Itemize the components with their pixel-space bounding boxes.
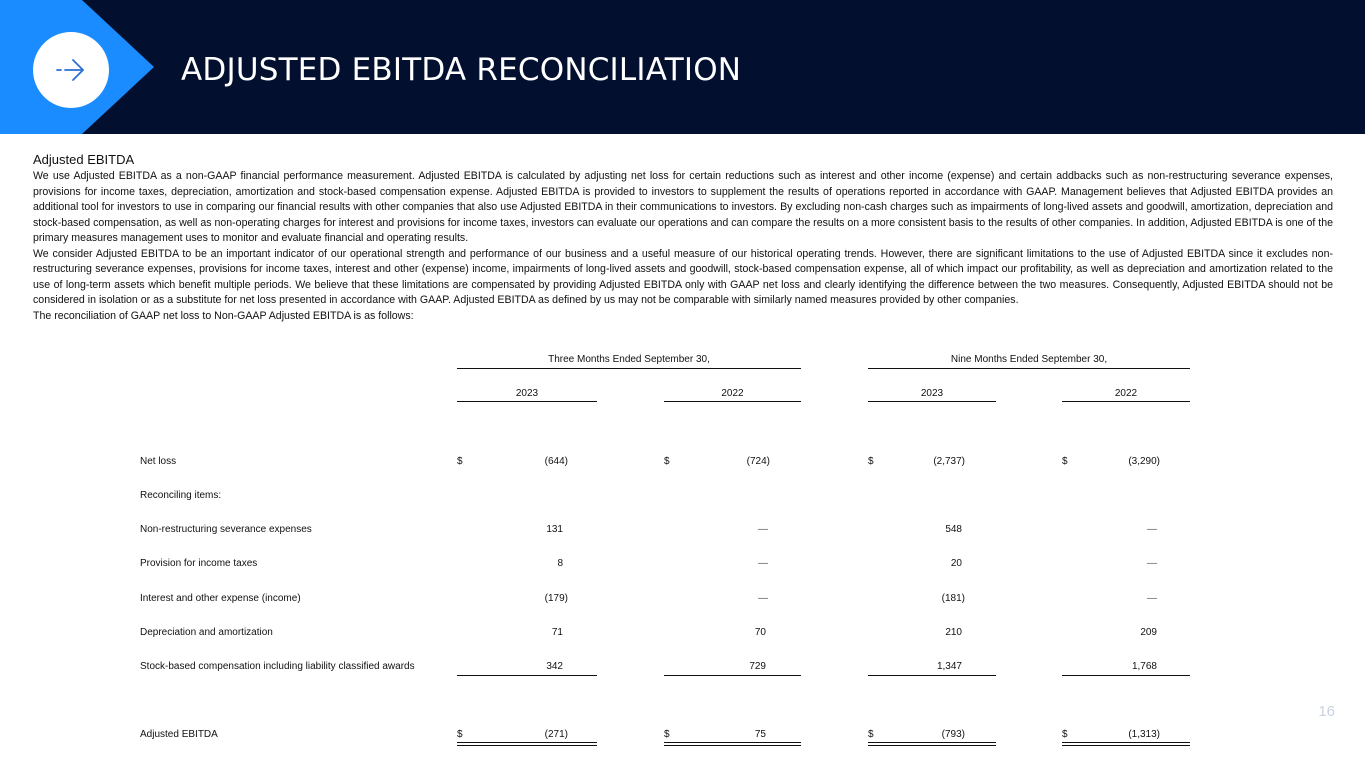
row-label-stock-comp: Stock-based compensation including liability classified awards xyxy=(140,661,415,672)
total-double-rule xyxy=(664,742,801,746)
group-header-three-months: Three Months Ended September 30, xyxy=(548,354,710,365)
cell-value: 342 xyxy=(546,661,563,672)
paragraph-intro-table: The reconciliation of GAAP net loss to Non-GAAP Adjusted EBITDA is as follows: xyxy=(33,309,414,322)
cell-value: (644) xyxy=(544,456,568,467)
year-rule xyxy=(868,401,996,402)
cell-value-dash: — xyxy=(758,593,768,604)
cell-value: (3,290) xyxy=(1128,456,1160,467)
currency-symbol: $ xyxy=(1062,729,1068,740)
year-header: 2023 xyxy=(920,388,944,399)
group-rule-nine-months xyxy=(868,368,1190,369)
cell-value: 8 xyxy=(557,558,563,569)
cell-value: (181) xyxy=(941,593,965,604)
currency-symbol: $ xyxy=(868,456,874,467)
currency-symbol: $ xyxy=(868,729,874,740)
subtotal-rule xyxy=(868,675,996,676)
currency-symbol: $ xyxy=(664,456,670,467)
year-rule xyxy=(664,401,801,402)
cell-value: 75 xyxy=(754,729,766,740)
currency-symbol: $ xyxy=(457,729,463,740)
row-label-depreciation: Depreciation and amortization xyxy=(140,627,273,638)
banner-corner-curve xyxy=(1325,110,1365,134)
year-rule xyxy=(457,401,597,402)
year-header: 2022 xyxy=(1114,388,1138,399)
cell-value: (2,737) xyxy=(933,456,965,467)
cell-value: (724) xyxy=(746,456,770,467)
cell-value: 131 xyxy=(546,524,563,535)
cell-value: 20 xyxy=(950,558,962,569)
explanatory-text xyxy=(33,152,1333,324)
page-number: 16 xyxy=(1318,703,1335,720)
cell-value-dash: — xyxy=(758,524,768,535)
group-rule-three-months xyxy=(457,368,801,369)
cell-value: (793) xyxy=(941,729,965,740)
cell-value: 70 xyxy=(754,627,766,638)
cell-value: (271) xyxy=(544,729,568,740)
cell-value: 729 xyxy=(749,661,766,672)
arrow-right-icon xyxy=(54,57,88,83)
row-label-interest: Interest and other expense (income) xyxy=(140,593,301,604)
row-label-adjusted-ebitda: Adjusted EBITDA xyxy=(140,729,218,740)
cell-value-dash: — xyxy=(758,558,768,569)
row-label-net-loss: Net loss xyxy=(140,456,177,467)
cell-value: 548 xyxy=(945,524,962,535)
section-heading: Adjusted EBITDA xyxy=(33,152,135,167)
paragraph-definition: We use Adjusted EBITDA as a non-GAAP financial performance measurement. Adjusted EBITDA is calculated by adjusting net loss for certain reductions such as interest and other income (expense) and certain addbacks such as non-restructuring severance expenses, provisions for income taxes, depreciation, amortization and stock-based compensation expense. Adjusted EBITDA is provided to investors to supplement the results of operations reported in accordance with GAAP. Management believes that Adjusted EBITDA provides an additional tool for investors to use in comparing our financial results with other companies that also use Adjusted EBITDA in their communications to investors. By excluding non-cash charges such as impairments of long-lived assets and goodwill, amortization, depreciation and stock-based compensation, as well as non-operating charges for interest and provisions for income taxes, investors can evaluate our operations and can compare the results on a more consistent basis to the results of other companies. In addition, Adjusted EBITDA is one of the primary measures management uses to monitor and evaluate financial and operating results. xyxy=(33,170,1333,244)
row-label-income-taxes: Provision for income taxes xyxy=(140,558,258,569)
title-banner xyxy=(0,0,1365,134)
year-header: 2022 xyxy=(721,388,744,399)
row-label-reconciling-items: Reconciling items: xyxy=(140,490,222,501)
cell-value-dash: — xyxy=(1147,558,1157,569)
total-double-rule xyxy=(1062,742,1190,746)
cell-value: 210 xyxy=(945,627,962,638)
row-label-severance: Non-restructuring severance expenses xyxy=(140,524,312,535)
year-header: 2023 xyxy=(515,388,539,399)
subtotal-rule xyxy=(664,675,801,676)
cell-value: (179) xyxy=(544,593,568,604)
cell-value: 71 xyxy=(551,627,563,638)
total-double-rule xyxy=(868,742,996,746)
cell-value: 1,768 xyxy=(1131,661,1157,672)
currency-symbol: $ xyxy=(457,456,463,467)
page-title: ADJUSTED EBITDA RECONCILIATION xyxy=(181,52,742,88)
cell-value: 209 xyxy=(1140,627,1157,638)
subtotal-rule xyxy=(457,675,597,676)
cell-value: 1,347 xyxy=(936,661,962,672)
subtotal-rule xyxy=(1062,675,1190,676)
total-double-rule xyxy=(457,742,597,746)
group-header-nine-months: Nine Months Ended September 30, xyxy=(950,354,1108,365)
currency-symbol: $ xyxy=(1062,456,1068,467)
year-rule xyxy=(1062,401,1190,402)
reconciliation-table xyxy=(0,350,1365,768)
currency-symbol: $ xyxy=(664,729,670,740)
arrow-badge xyxy=(33,32,109,108)
cell-value-dash: — xyxy=(1147,593,1157,604)
cell-value: (1,313) xyxy=(1128,729,1160,740)
paragraph-limitations: We consider Adjusted EBITDA to be an important indicator of our operational strength and performance of our business and a useful measure of our historical operating trends. However, there are significant limitations to the use of Adjusted EBITDA since it excludes non-restructuring severance expenses, provisions for income taxes, interest and other (expense) income, impairments of long-lived assets and goodwill, stock-based compensation expense, all of which impact our profitability, as well as depreciation and amortization related to the use of long-term assets which benefit multiple periods. We believe that these limitations are compensated by providing Adjusted EBITDA only with GAAP net loss and clearly identifying the difference between the two measures. Consequently, Adjusted EBITDA should not be considered in isolation or as a substitute for net loss presented in accordance with GAAP. Adjusted EBITDA as defined by us may not be comparable with similarly named measures provided by other companies. xyxy=(33,247,1333,306)
cell-value-dash: — xyxy=(1147,524,1157,535)
